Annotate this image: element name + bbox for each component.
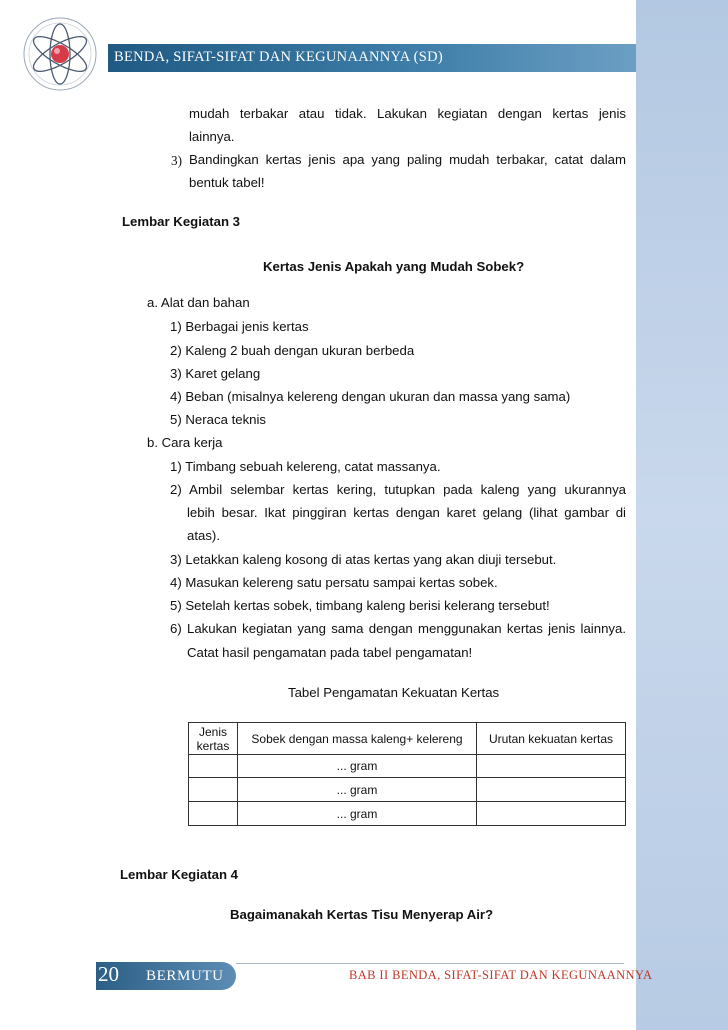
table-cell: ... gram <box>238 778 477 802</box>
material-item: 4) Beban (misalnya kelereng dengan ukuran dan massa yang sama) <box>170 389 571 404</box>
activity-heading: Lembar Kegiatan 4 <box>120 867 238 882</box>
intro-continuation-line: mudah terbakar atau tidak. Lakukan kegiatan dengan kertas jenis <box>189 106 626 121</box>
table-cell <box>189 802 238 826</box>
intro-continuation-line: lainnya. <box>189 129 235 144</box>
procedure-step: 5) Setelah kertas sobek, timbang kaleng berisi kelerang tersebut! <box>170 598 550 613</box>
table-cell <box>189 755 238 778</box>
procedure-step: 4) Masukan kelereng satu persatu sampai kertas sobek. <box>170 575 498 590</box>
running-header-title: BENDA, SIFAT-SIFAT DAN KEGUNAANNYA (SD) <box>114 49 443 65</box>
decorative-side-bar <box>636 0 728 1030</box>
footer-chapter-title: BAB II BENDA, SIFAT-SIFAT DAN KEGUNAANNYA <box>349 968 653 982</box>
observation-table <box>188 722 626 826</box>
procedure-step: lebih besar. Ikat pinggiran kertas dengan karet gelang (lihat gambar di <box>187 505 626 520</box>
table-row <box>189 755 626 778</box>
procedure-label: b. Cara kerja <box>147 435 223 450</box>
table-cell <box>477 802 626 826</box>
procedure-step: 1) Timbang sebuah kelereng, catat massanya. <box>170 459 441 474</box>
table-header-cell: Sobek dengan massa kaleng+ kelereng <box>238 723 477 755</box>
material-item: 2) Kaleng 2 buah dengan ukuran berbeda <box>170 343 415 358</box>
footer-divider <box>236 963 624 964</box>
intro-step-text: Bandingkan kertas jenis apa yang paling mudah terbakar, catat dalam <box>189 152 626 167</box>
procedure-step: 3) Letakkan kaleng kosong di atas kertas yang akan diuji tersebut. <box>170 552 557 567</box>
procedure-step: 6) Lakukan kegiatan yang sama dengan menggunakan kertas jenis lainnya. <box>170 621 626 636</box>
intro-step-number: 3) <box>171 153 182 168</box>
table-caption: Tabel Pengamatan Kekuatan Kertas <box>288 685 500 700</box>
material-item: 3) Karet gelang <box>170 366 261 381</box>
table-header-cell <box>189 723 238 755</box>
atom-emblem-icon <box>20 14 100 94</box>
materials-label: a. Alat dan bahan <box>147 295 250 310</box>
table-header-cell: Urutan kekuatan kertas <box>477 723 626 755</box>
table-header-row <box>189 723 626 755</box>
activity-title: Bagaimanakah Kertas Tisu Menyerap Air? <box>230 907 494 922</box>
intro-step-text: bentuk tabel! <box>189 175 265 190</box>
footer-brand: BERMUTU <box>146 968 224 984</box>
table-row <box>189 802 626 826</box>
material-item: 1) Berbagai jenis kertas <box>170 319 309 334</box>
table-cell <box>189 778 238 802</box>
activity-title: Kertas Jenis Apakah yang Mudah Sobek? <box>263 259 525 274</box>
procedure-step: 2) Ambil selembar kertas kering, tutupkan pada kaleng yang ukurannya <box>170 482 626 497</box>
material-item: 5) Neraca teknis <box>170 412 267 427</box>
procedure-step: Catat hasil pengamatan pada tabel pengamatan! <box>187 645 473 660</box>
page-number: 20 <box>98 962 119 986</box>
table-cell <box>477 755 626 778</box>
activity-heading: Lembar Kegiatan 3 <box>122 214 240 229</box>
table-row <box>189 778 626 802</box>
table-header-text: kertas <box>196 738 230 753</box>
procedure-step: atas). <box>187 528 220 543</box>
table-cell: ... gram <box>238 802 477 826</box>
table-cell: ... gram <box>238 755 477 778</box>
table-cell <box>477 778 626 802</box>
table-header-text: Jenis <box>198 724 227 739</box>
